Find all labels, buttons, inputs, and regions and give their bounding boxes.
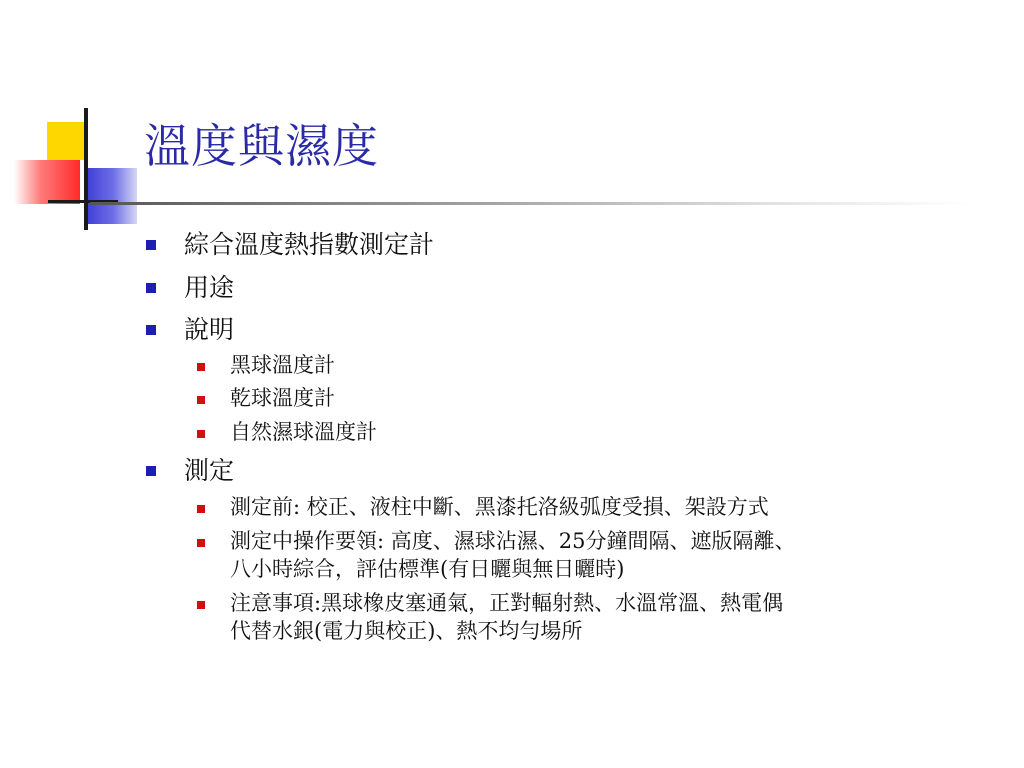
sub-bullet-icon bbox=[197, 539, 205, 547]
sub-bullet-item-4-3-line-1: 注意事項:黑球橡皮塞通氣，正對輻射熱、水溫常溫、熱電偶 bbox=[230, 591, 784, 615]
bullet-icon bbox=[146, 466, 156, 476]
sub-bullet-item-3-1: 黑球溫度計 bbox=[230, 353, 335, 377]
bullet-icon bbox=[146, 325, 156, 335]
sub-bullet-item-4-3-line-2: 代替水銀(電力與校正)、熱不均勻場所 bbox=[230, 619, 583, 643]
sub-bullet-icon bbox=[197, 505, 205, 513]
bullet-item-3: 說明 bbox=[184, 315, 235, 344]
sub-bullet-item-4-2-line-1: 測定中操作要領: 高度、濕球沾濕、25分鐘間隔、遮版隔離、 bbox=[230, 529, 796, 553]
bullet-icon bbox=[146, 283, 156, 293]
slide-title: 溫度與濕度 bbox=[144, 119, 379, 173]
bullet-item-1: 綜合溫度熱指數測定計 bbox=[184, 230, 435, 259]
sub-bullet-item-4-1: 測定前: 校正、液柱中斷、黑漆托洛級弧度受損、架設方式 bbox=[230, 495, 769, 519]
sub-bullet-item-3-2: 乾球溫度計 bbox=[230, 386, 335, 410]
bullet-icon bbox=[146, 240, 156, 250]
bullet-item-2: 用途 bbox=[184, 273, 235, 302]
sub-bullet-item-3-3: 自然濕球溫度計 bbox=[230, 420, 377, 444]
sub-bullet-icon bbox=[197, 430, 205, 438]
sub-bullet-icon bbox=[197, 601, 205, 609]
sub-bullet-icon bbox=[197, 396, 205, 404]
bullet-item-4: 測定 bbox=[184, 456, 235, 485]
sub-bullet-item-4-2-line-2: 八小時綜合，評估標準(有日曬與無日曬時) bbox=[230, 557, 625, 581]
sub-bullet-icon bbox=[197, 363, 205, 371]
